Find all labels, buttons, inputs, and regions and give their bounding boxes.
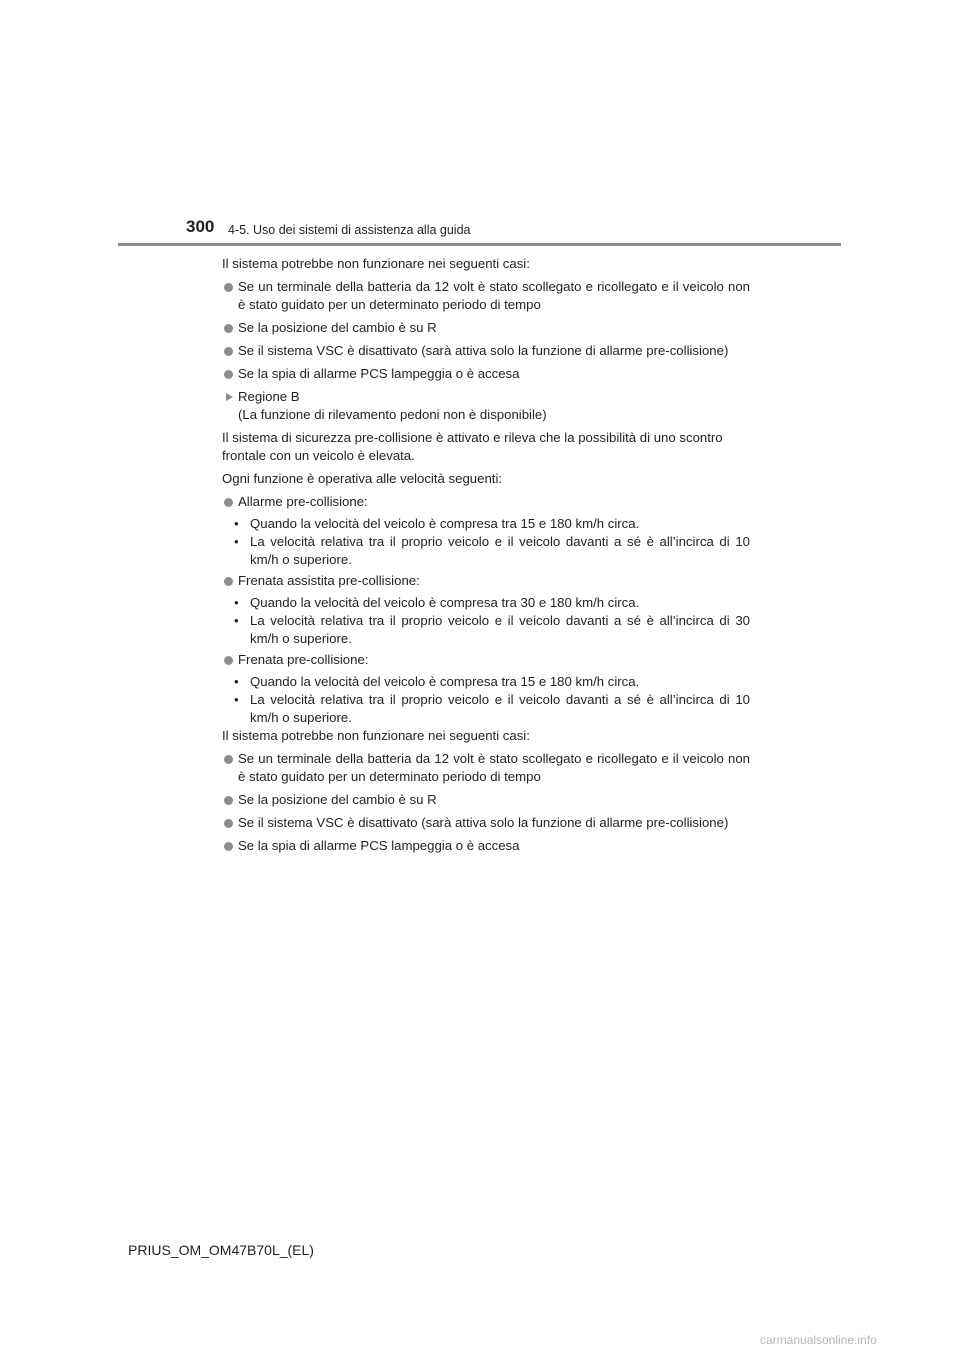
- condition-list: [222, 594, 750, 648]
- case-item: [222, 319, 750, 337]
- region-title: Regione B: [238, 389, 300, 404]
- dot-icon: •: [234, 613, 239, 628]
- function-title: Allarme pre-collisione:: [238, 494, 368, 509]
- intro-paragraph: Il sistema potrebbe non funzionare nei seguenti casi:: [222, 728, 530, 743]
- condition-text: Quando la velocità del veicolo è compresa tra 30 e 180 km/h circa.: [250, 595, 640, 610]
- condition-text: La velocità relativa tra il proprio veicolo e il veicolo davanti a sé è all’incirca di 10 km/h o superiore.: [250, 692, 750, 725]
- condition-list: [222, 673, 750, 727]
- bullet-icon: [224, 283, 233, 292]
- condition-item: [222, 515, 750, 533]
- case-item: [222, 791, 750, 809]
- bullet-icon: [224, 577, 233, 586]
- case-item: [222, 837, 750, 855]
- header-rule: [118, 243, 841, 246]
- case-item: [222, 814, 750, 832]
- functions-paragraph: Ogni funzione è operativa alle velocità seguenti:: [222, 471, 503, 486]
- case-item: [222, 342, 750, 360]
- intro-paragraph: Il sistema potrebbe non funzionare nei seguenti casi:: [222, 256, 530, 271]
- case-text: Se il sistema VSC è disattivato (sarà attiva solo la funzione di allarme pre-collisione): [238, 343, 729, 358]
- dot-icon: •: [234, 534, 239, 549]
- function-title: Frenata pre-collisione:: [238, 652, 369, 667]
- dot-icon: •: [234, 595, 239, 610]
- activation-paragraph: Il sistema di sicurezza pre-collisione è attivato e rileva che la possibilità di uno scontro frontale con un veicolo è elevata.: [222, 430, 723, 463]
- condition-item: [222, 673, 750, 691]
- bullet-icon: [224, 498, 233, 507]
- condition-item: [222, 691, 750, 727]
- condition-text: Quando la velocità del veicolo è compresa tra 15 e 180 km/h circa.: [250, 516, 640, 531]
- condition-item: [222, 612, 750, 648]
- function-item: [222, 572, 750, 590]
- condition-text: La velocità relativa tra il proprio veicolo e il veicolo davanti a sé è all’incirca di 10 km/h o superiore.: [250, 534, 750, 567]
- case-text: Se un terminale della batteria da 12 volt è stato scollegato e ricollegato e il veicolo non è stato guidato per un determinato periodo di tempo: [238, 279, 750, 312]
- bullet-icon: [224, 324, 233, 333]
- case-text: Se il sistema VSC è disattivato (sarà attiva solo la funzione di allarme pre-collisione): [238, 815, 729, 830]
- bullet-icon: [224, 819, 233, 828]
- case-item: [222, 365, 750, 383]
- dot-icon: •: [234, 674, 239, 689]
- case-text: Se un terminale della batteria da 12 volt è stato scollegato e ricollegato e il veicolo non è stato guidato per un determinato periodo di tempo: [238, 751, 750, 784]
- watermark: carmanualsonline.info: [760, 1333, 877, 1347]
- case-text: Se la spia di allarme PCS lampeggia o è accesa: [238, 366, 520, 381]
- bullet-icon: [224, 796, 233, 805]
- condition-item: [222, 533, 750, 569]
- condition-text: La velocità relativa tra il proprio veicolo e il veicolo davanti a sé è all’incirca di 30 km/h o superiore.: [250, 613, 750, 646]
- arrow-icon: [226, 393, 233, 401]
- section-title: 4-5. Uso dei sistemi di assistenza alla guida: [228, 223, 471, 237]
- function-title: Frenata assistita pre-collisione:: [238, 573, 420, 588]
- footer-doc-code: PRIUS_OM_OM47B70L_(EL): [128, 1242, 314, 1258]
- case-text: Se la spia di allarme PCS lampeggia o è accesa: [238, 838, 520, 853]
- case-text: Se la posizione del cambio è su R: [238, 320, 437, 335]
- condition-item: [222, 594, 750, 612]
- dot-icon: •: [234, 516, 239, 531]
- dot-icon: •: [234, 692, 239, 707]
- case-text: Se la posizione del cambio è su R: [238, 792, 437, 807]
- condition-list: [222, 515, 750, 569]
- bullet-icon: [224, 755, 233, 764]
- region-heading: [222, 388, 750, 424]
- case-item: [222, 278, 750, 314]
- bullet-icon: [224, 842, 233, 851]
- content: [222, 255, 750, 860]
- function-item: [222, 651, 750, 669]
- region-subtitle: (La funzione di rilevamento pedoni non è disponibile): [238, 407, 547, 422]
- condition-text: Quando la velocità del veicolo è compresa tra 15 e 180 km/h circa.: [250, 674, 640, 689]
- page-number: 300: [186, 217, 215, 236]
- case-item: [222, 750, 750, 786]
- bullet-icon: [224, 347, 233, 356]
- bullet-icon: [224, 370, 233, 379]
- bullet-icon: [224, 656, 233, 665]
- function-item: [222, 493, 750, 511]
